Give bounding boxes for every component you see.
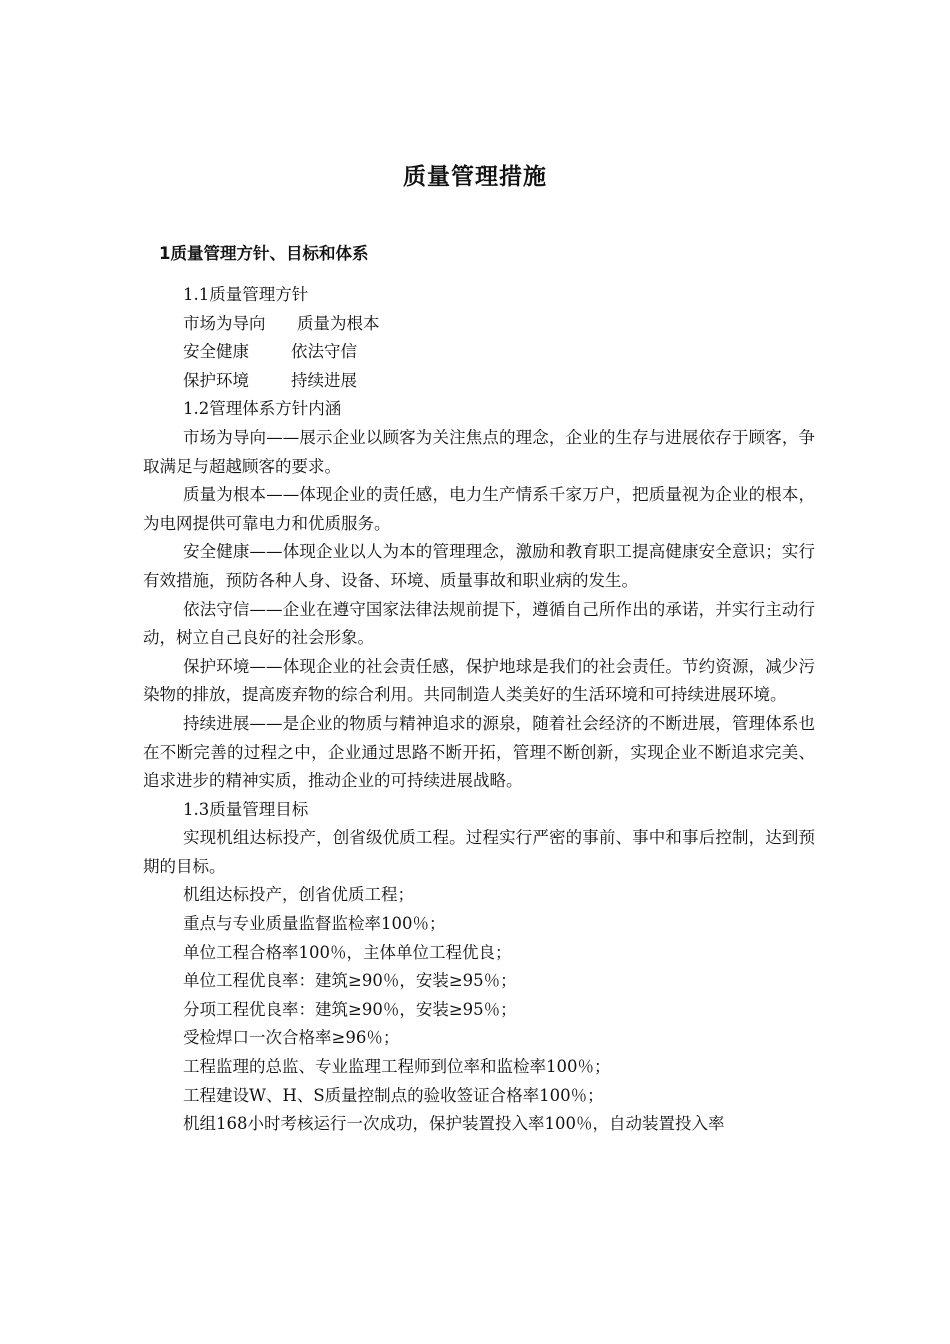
policy-line: 市场为导向 质量为根本 [183,313,380,333]
target-item: 分项工程优良率：建筑≥90％，安装≥95％； [183,999,517,1019]
policy-line: 保护环境 持续进展 [183,370,357,390]
paragraph: 依法守信——企业在遵守国家法律法规前提下，遵循自己所作出的承诺，并实行主动行动，树立自己良好的社会形象。 [143,599,815,648]
subsection-heading-1-1: 1.1质量管理方针 [183,285,309,304]
target-item: 重点与专业质量监督监检率100％； [183,914,446,934]
subsection-heading-1-2: 1.2管理体系方针内涵 [183,399,342,419]
paragraph: 安全健康——体现企业以人为本的管理理念，激励和教育职工提高健康安全意识；实行有效措施，预防各种人身、设备、环境、质量事故和职业病的发生。 [143,542,815,590]
paragraph: 市场为导向——展示企业以顾客为关注焦点的理念，企业的生存与进展依存于顾客，争取满足与超越顾客的要求。 [143,427,815,476]
paragraph: 保护环境——体现企业的社会责任感，保护地球是我们的社会责任。节约资源，减少污染物的排放，提高废弃物的综合利用。共同制造人类美好的生活环境和可持续进展环境。 [143,656,815,705]
target-item: 工程建设W、H、S质量控制点的验收签证合格率100％； [183,1085,604,1105]
document-body [143,281,815,1139]
subsection-heading-1-3: 1.3质量管理目标 [183,799,309,819]
document-title: 质量管理措施 [403,164,547,190]
target-item: 单位工程合格率100％，主体单位工程优良； [183,942,512,962]
paragraph: 实现机组达标投产，创省级优质工程。过程实行严密的事前、事中和事后控制，达到预期的目标。 [143,828,815,876]
policy-line: 安全健康 依法守信 [183,342,357,362]
paragraph: 质量为根本——体现企业的责任感，电力生产情系千家万户，把质量视为企业的根本，为电网提供可靠电力和优质服务。 [143,485,815,533]
paragraph: 持续进展——是企业的物质与精神追求的源泉，随着社会经济的不断进展，管理体系也在不断完善的过程之中，企业通过思路不断开拓，管理不断创新，实现企业不断追求完美、追求进步的精神实质，推动企业的可持续进展战略。 [143,713,815,791]
target-item: 单位工程优良率：建筑≥90％，安装≥95％； [183,971,517,991]
target-item: 受检焊口一次合格率≥96％； [183,1028,400,1048]
section-heading-1: 1质量管理方针、目标和体系 [159,244,369,263]
target-item: 机组达标投产，创省优质工程； [183,885,414,905]
target-item: 工程监理的总监、专业监理工程师到位率和监检率100％； [183,1057,611,1077]
target-item: 机组168小时考核运行一次成功，保护装置投入率100％，自动装置投入率 [183,1114,725,1134]
